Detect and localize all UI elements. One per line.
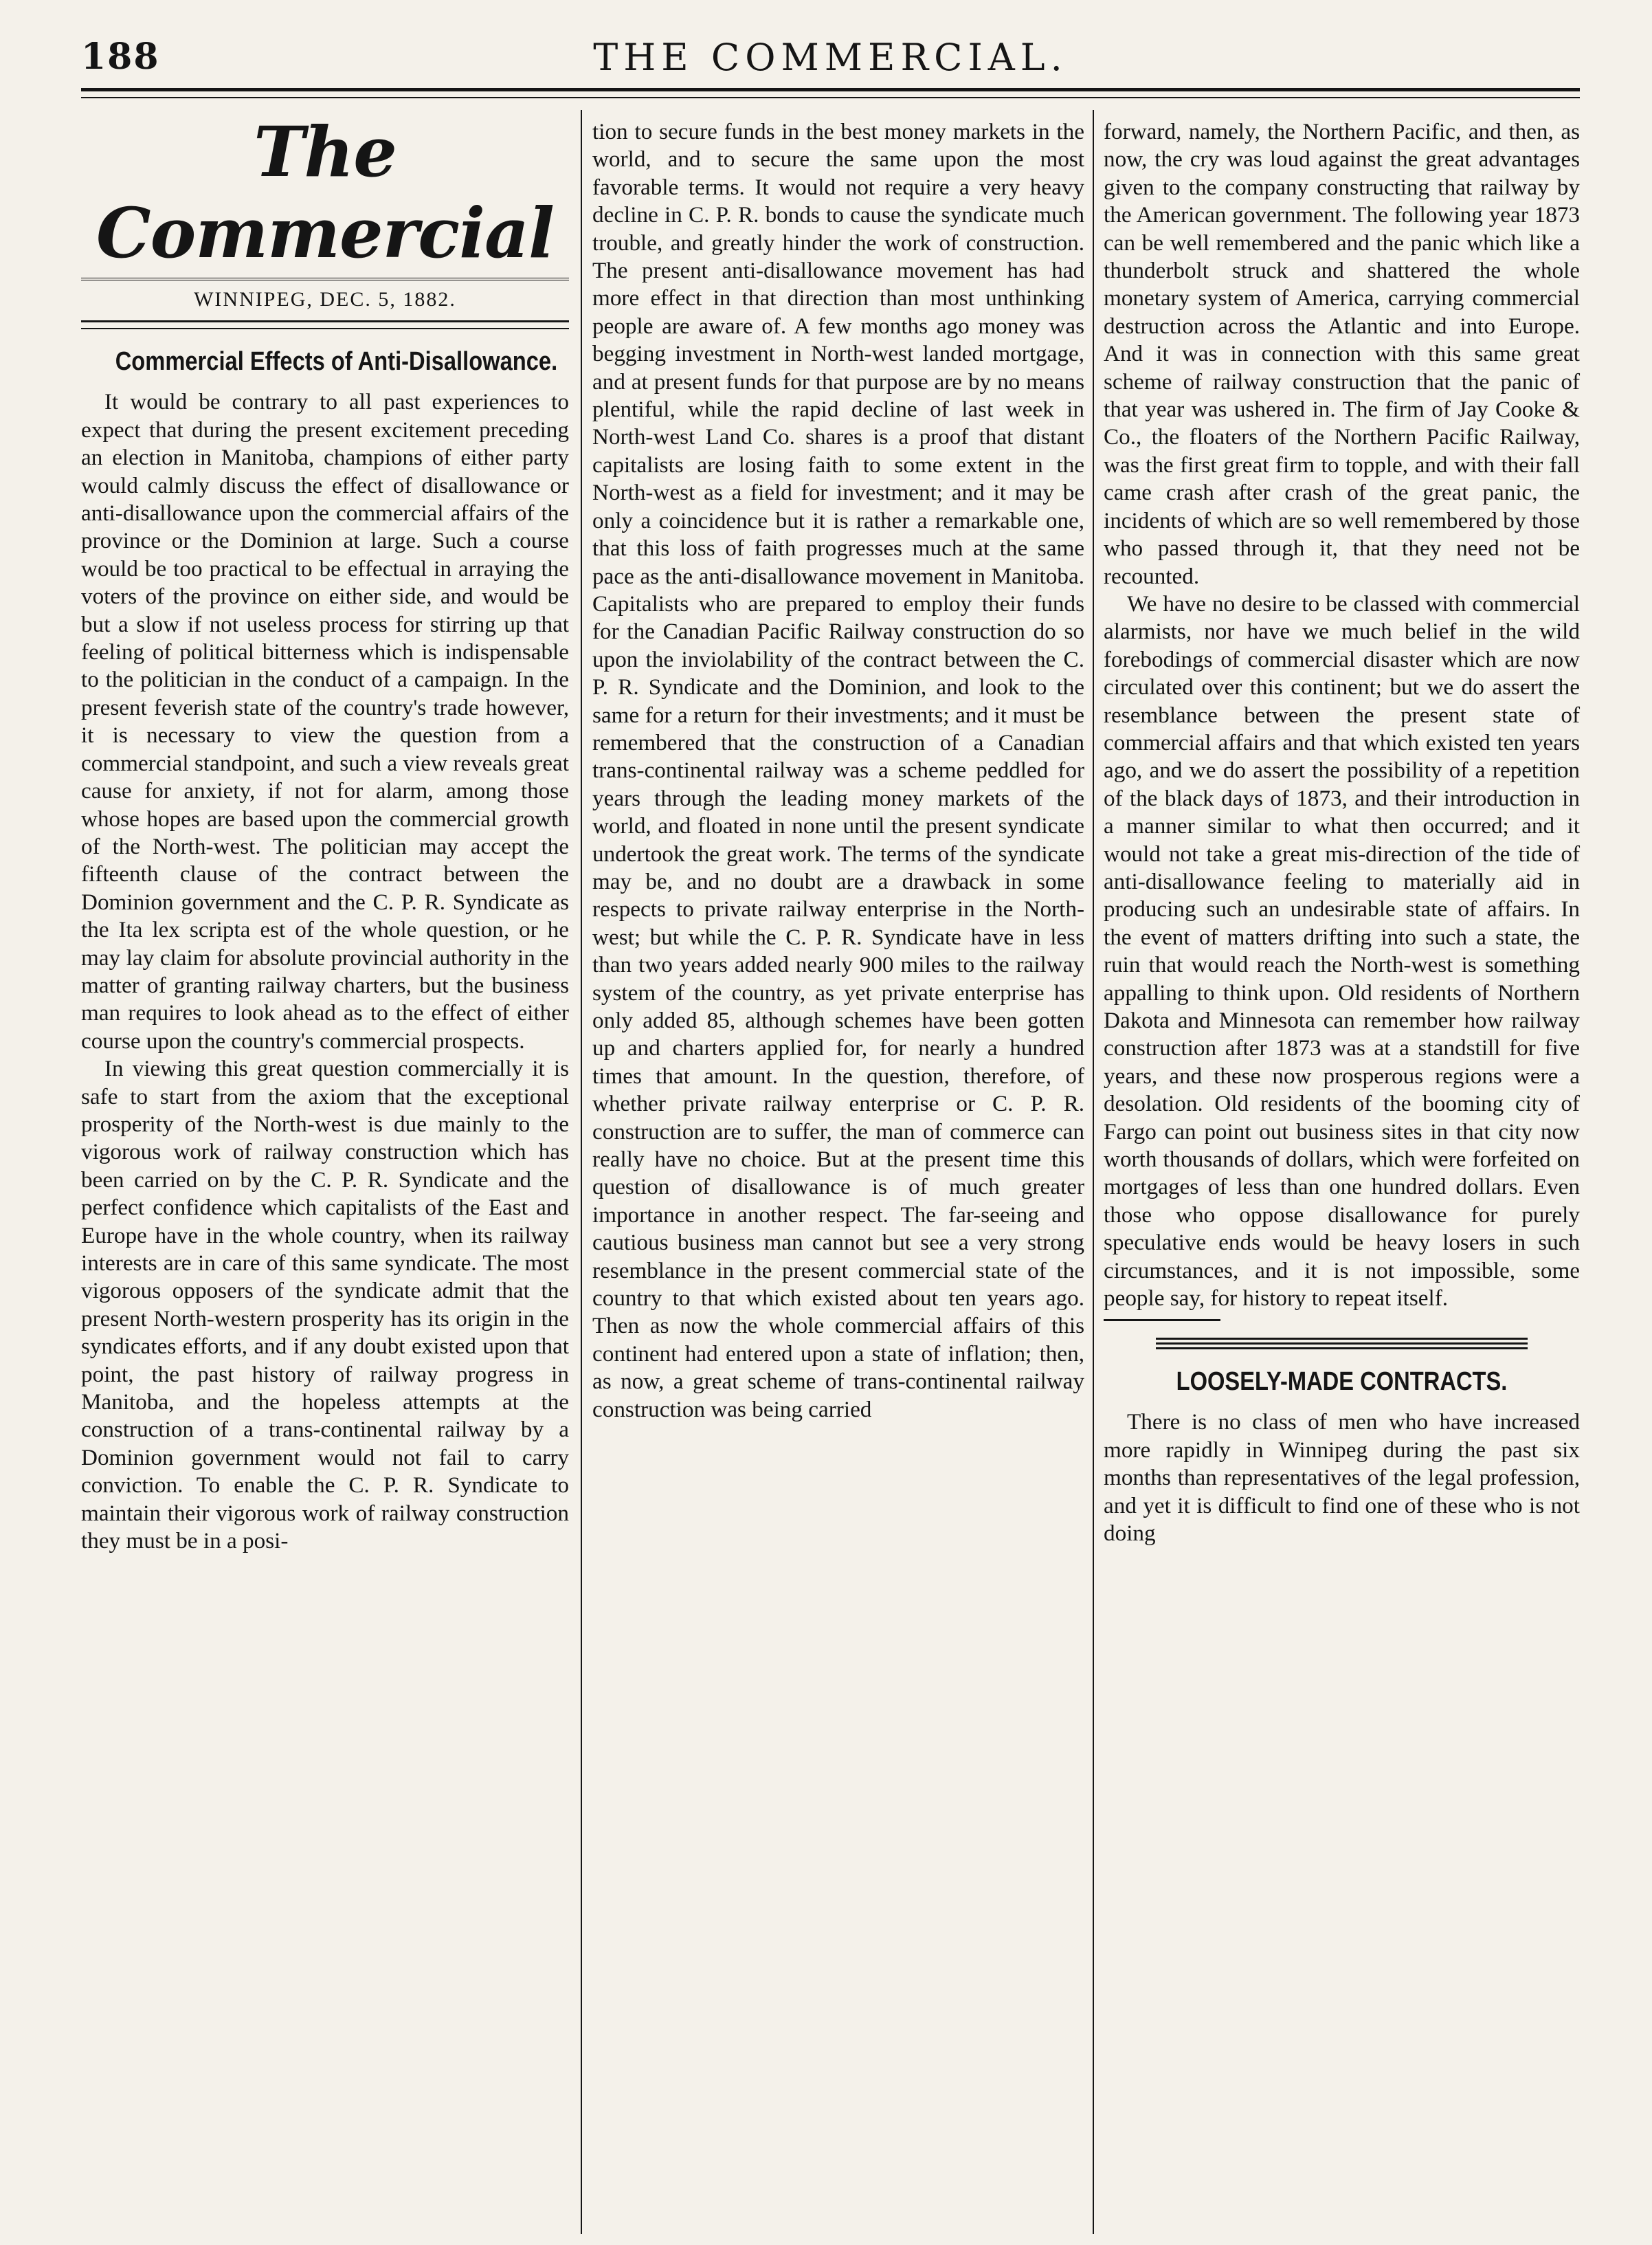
dateline-rule: [81, 328, 569, 329]
running-title: THE COMMERCIAL.: [593, 36, 1068, 79]
article-headline: Commercial Effects of Anti-Disallowance.: [115, 347, 558, 377]
dateline: WINNIPEG, DEC. 5, 1882.: [194, 288, 456, 311]
article-end-rule: [1104, 1319, 1220, 1321]
column-2: [592, 118, 1084, 1424]
article-paragraph: There is no class of men who have increased more rapidly in Winnipeg during the past six months than representatives of the legal profession, and yet it is difficult to find one of these who is not doing: [1104, 1409, 1580, 1547]
section-separator: [1156, 1338, 1528, 1349]
article-paragraph: We have no desire to be classed with commercial alarmists, nor have we much belief in the wild forebodings of commercial disaster which are now circulated over this continent; but we do assert the resemblance between the present state of commercial affairs and that which existed ten years ago, and we do assert the possibility of a repetition of the black days of 1873, and their introduction in a manner similar to what then occurred; and it would not take a great mis-direction of the tide of anti-disallowance feeling to materially aid in producing such an undesirable state of affairs. In the event of matters drifting into such a state, the ruin that would reach the North-west is something appalling to think upon. Old residents of Northern Dakota and Minnesota can remember how railway construction after 1873 was at a standstill for five years, and these now prosperous regions were a desolation. Old residents of the booming city of Fargo can point out business sites in that city now worth thousands of dollars, which were forfeited on mortgages of less than one hundred dollars. Even those who oppose disallowance for purely speculative ends would be heavy losers in such circumstances, and it is not impossible, some people say, for history to repeat itself.: [1104, 590, 1580, 1312]
column-divider: [581, 110, 582, 2234]
column-3: [1104, 118, 1580, 1548]
article-paragraph: In viewing this great question commercially it is safe to start from the axiom that the exceptional prosperity of the North-west is due mainly to the vigorous work of railway construction which has been carried on by the C. P. R. Syndicate and the perfect confidence which capitalists of the East and Europe have in the whole country, when its railway interests are in care of this same syndicate. The most vigorous opposers of the syndicate admit that the present North-western prosperity has its origin in the syndicates efforts, and if any doubt existed upon that point, the past history of railway progress in Manitoba, and the hopeless attempts at the construction of a trans-continental railway by a Dominion government would not fail to carry conviction. To enable the C. P. R. Syndicate to maintain their vigorous work of railway construction they must be in a posi-: [81, 1056, 569, 1554]
top-rule: [81, 88, 1580, 98]
article-paragraph: forward, namely, the Northern Pacific, and then, as now, the cry was loud against the great advantages given to the company constructing that railway by the American government. The following year 1873 can be well remembered and the panic which like a thunderbolt struck and shattered the whole monetary system of America, carrying commercial destruction across the Atlantic and into Europe. And it was in connection with this same great scheme of railway construction that the panic of that year was ushered in. The firm of Jay Cooke & Co., the floaters of the Northern Pacific Railway, was the first great firm to topple, and with their fall came crash after crash of the great panic, the incidents of which are so well remembered by those who passed through it, that they need not be recounted.: [1104, 119, 1580, 589]
masthead-title: The Commercial: [96, 111, 554, 274]
page-number: 188: [81, 36, 160, 78]
column-1: [81, 111, 569, 1555]
running-head: [81, 36, 1580, 84]
article-headline: LOOSELY-MADE CONTRACTS.: [1176, 1367, 1508, 1397]
article-paragraph: tion to secure funds in the best money markets in the world, and to secure the same upon the most favorable terms. It would not require a very heavy decline in C. P. R. bonds to cause the syndicate much trouble, and greatly hinder the work of construction. The present anti-disallowance movement has had more effect in that direction than most unthinking people are aware of. A few months ago money was begging investment in North-west landed mortgage, and at present funds for that purpose are by no means plentiful, while the rapid decline of last week in North-west Land Co. shares is a proof that distant capitalists are losing faith to some extent in the North-west as a field for investment; and it may be only a coincidence but it is rather a remarkable one, that this loss of faith progresses much at the same pace as the anti-disallowance movement in Manitoba. Capitalists who are prepared to employ their funds for the Canadian Pacific Railway construction do so upon the inviolability of the contract between the C. P. R. Syndicate and the Dominion, and look to the same for a return for their investments; and it must be remembered that the construction of a Canadian trans-continental railway was a scheme peddled for years through the leading money markets of the world, and floated in none until the present syndicate undertook the great work. The terms of the syndicate may be, and no doubt are a drawback in some respects to private railway enterprise in the North-west; but while the C. P. R. Syndicate have in less than two years added nearly 900 miles to the railway system of the country, as yet private enterprise has only added 85, although schemes have been gotten up and charters applied for, for nearly a hundred times that amount. In the question, therefore, of whether private railway enterprise or C. P. R. construction are to suffer, the man of commerce can really have no choice. But at the present time this question of disallowance is of much greater importance in another respect. The far-seeing and cautious business man cannot but see a very strong resemblance in the present commercial state of the country to that which existed about ten years ago. Then as now the whole commercial affairs of this continent had entered upon a state of inflation; then, as now, a great scheme of trans-continental railway construction was being carried: [592, 119, 1084, 1422]
column-divider: [1093, 110, 1094, 2234]
article-paragraph: It would be contrary to all past experiences to expect that during the present excitement preceding an election in Manitoba, champions of either party would calmly discuss the effect of disallowance or anti-disallowance upon the commercial affairs of the province or the Dominion at large. Such a course would be too practical to be effectual in arraying the voters of the province on either side, and would be but a slow if not useless process for stirring up that feeling of political bitterness which is indispensable to the politician in the conduct of a campaign. In the present feverish state of the country's trade however, it is necessary to view the question from a commercial standpoint, and such a view reveals great cause for anxiety, if not for alarm, among those whose hopes are based upon the commercial growth of the North-west. The politician may accept the fifteenth clause of the contract between the Dominion government and the C. P. R. Syndicate as the Ita lex scripta est of the whole question, or he may lay claim for absolute provincial authority in the matter of granting railway charters, but the business man requires to look ahead as to the effect of either course upon the country's commercial prospects.: [81, 389, 569, 1054]
dateline-box: [81, 278, 569, 322]
